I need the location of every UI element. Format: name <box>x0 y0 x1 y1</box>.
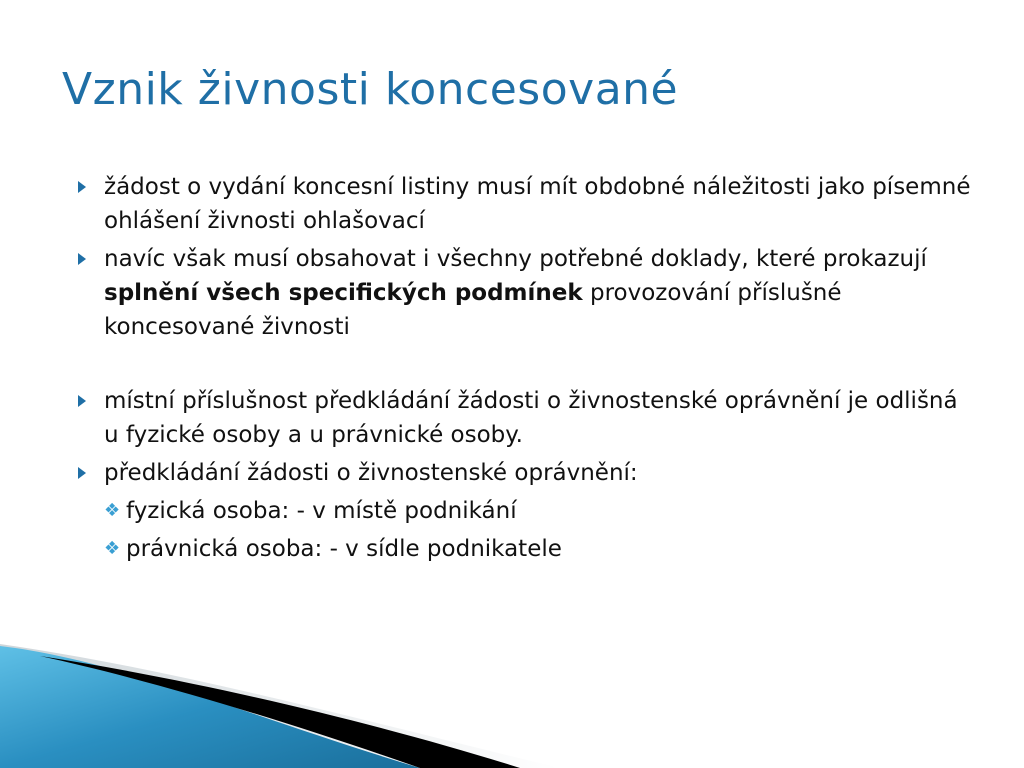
bullet-text-after: provozování příslušné koncesované živnosti <box>104 280 842 340</box>
bullet-item <box>78 242 978 344</box>
slide-body <box>78 170 978 570</box>
bullet-text-before: navíc však musí obsahovat i všechny potřebné doklady, které prokazují <box>104 246 927 272</box>
spacer <box>78 348 978 384</box>
bullet-item <box>78 170 978 238</box>
arrow-right-icon <box>78 253 86 265</box>
bullet-item <box>78 384 978 452</box>
arrow-right-icon <box>78 395 86 407</box>
decorative-wave <box>0 600 1024 768</box>
wave-blue <box>0 646 420 768</box>
bullet-text: žádost o vydání koncesní listiny musí mít obdobné náležitosti jako písemné ohlášení živnosti ohlašovací <box>104 174 971 234</box>
arrow-right-icon <box>78 181 86 193</box>
bullet-text: místní příslušnost předkládání žádosti o živnostenské oprávnění je odlišná u fyzické osoby a u právnické osoby. <box>104 388 958 448</box>
subbullet-text: fyzická osoba: - v místě podnikání <box>126 498 517 524</box>
bullet-text-bold: splnění všech specifických podmínek <box>104 280 583 306</box>
diamond-icon: ❖ <box>104 500 121 521</box>
diamond-icon: ❖ <box>104 538 121 559</box>
arrow-right-icon <box>78 467 86 479</box>
subbullet-item <box>78 494 978 528</box>
bullet-item <box>78 456 978 490</box>
bullet-text: předkládání žádosti o živnostenské oprávnění: <box>104 460 638 486</box>
subbullet-text: právnická osoba: - v sídle podnikatele <box>126 536 562 562</box>
slide-title: Vznik živnosti koncesované <box>62 64 679 115</box>
subbullet-item <box>78 532 978 566</box>
